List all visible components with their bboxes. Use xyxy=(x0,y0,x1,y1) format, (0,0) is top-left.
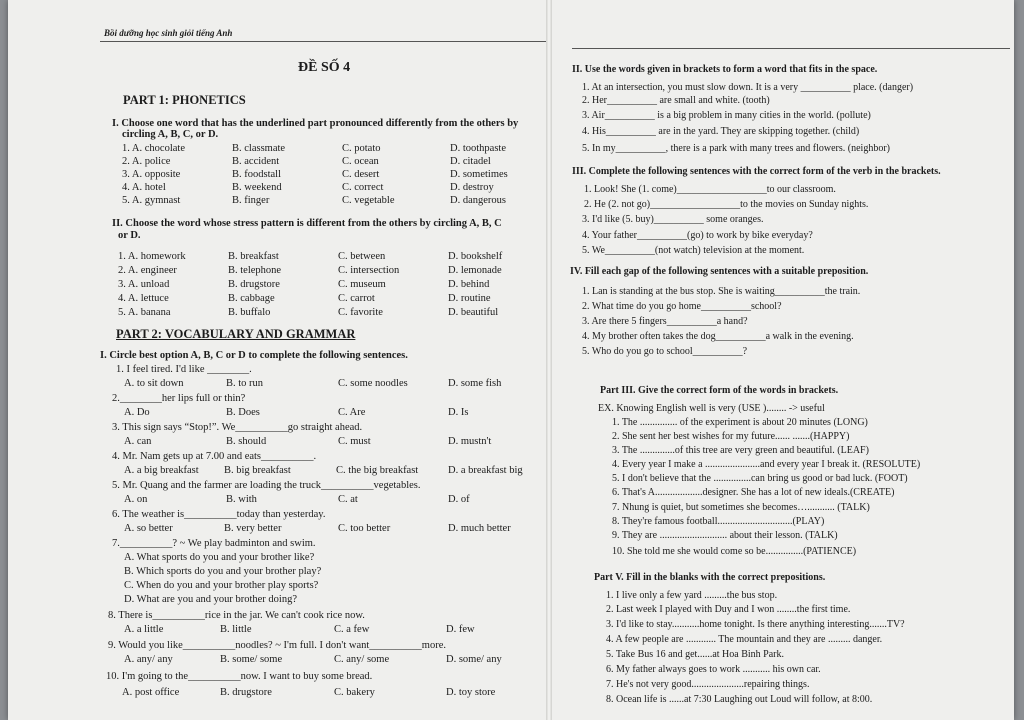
verb-form-item: 5. We__________(not watch) television at the moment. xyxy=(582,245,805,256)
preposition-item: 4. My brother often takes the dog__________a walk in the evening. xyxy=(582,331,854,342)
part5-item: 8. Ocean life is ......at 7:30 Laughing out Loud will follow, at 8:00. xyxy=(606,694,873,705)
part3-item: 5. I don't believe that the ...............can bring us good or bad luck. (FOOT) xyxy=(612,473,908,484)
option-b[interactable]: B. drugstore xyxy=(220,687,272,698)
option-d[interactable]: D. bookshelf xyxy=(448,251,503,262)
option-c[interactable]: C. museum xyxy=(338,279,386,290)
option-c[interactable]: C. any/ some xyxy=(334,654,390,665)
question-stem: 4. Mr. Nam gets up at 7.00 and eats__________. xyxy=(112,451,317,462)
part5-item: 2. Last week I played with Duy and I won ........the first time. xyxy=(606,604,851,615)
option-a[interactable]: 2. A. engineer xyxy=(118,265,177,276)
option-d[interactable]: D. dangerous xyxy=(450,195,506,206)
preposition-title: IV. Fill each gap of the following sentences with a suitable preposition. xyxy=(570,266,869,277)
option-a[interactable]: 3. A. unload xyxy=(118,279,170,290)
option-d[interactable]: D. lemonade xyxy=(448,265,502,276)
option-d[interactable]: D. citadel xyxy=(450,156,491,167)
part5-item: 3. I'd like to stay...........home tonight. Is there anything interesting.......TV? xyxy=(606,619,905,630)
option-d[interactable]: D. a breakfast big xyxy=(448,465,523,476)
option-c[interactable]: C. some noodles xyxy=(338,378,408,389)
part3-item: 4. Every year I make a ......................and every year I break it. (RESOLUTE) xyxy=(612,459,921,470)
option-d[interactable]: D. some fish xyxy=(448,378,502,389)
option-b[interactable]: B. big breakfast xyxy=(224,465,291,476)
option-b[interactable]: B. with xyxy=(226,494,257,505)
question-stem: 3. This sign says “Stop!”. We__________go straight ahead. xyxy=(112,422,363,433)
option-c[interactable]: C. correct xyxy=(342,182,384,193)
option-a[interactable]: A. on xyxy=(124,494,148,505)
option-c[interactable]: C. intersection xyxy=(338,265,400,276)
option-d[interactable]: D. behind xyxy=(448,279,490,290)
phonetics-instruction-cont: circling A, B, C, or D. xyxy=(122,129,219,140)
question-stem: 5. Mr. Quang and the farmer are loading the truck__________vegetables. xyxy=(112,480,421,491)
option-c[interactable]: C. at xyxy=(338,494,358,505)
option-c[interactable]: C. bakery xyxy=(334,687,375,698)
verb-form-title: III. Complete the following sentences with the correct form of the verb in the brackets. xyxy=(572,166,941,177)
option-c[interactable]: C. favorite xyxy=(338,307,383,318)
option-a[interactable]: A. post office xyxy=(122,687,180,698)
option-d[interactable]: D. routine xyxy=(448,293,491,304)
part5-item: 7. He's not very good.....................repairing things. xyxy=(606,679,810,690)
option-c[interactable]: C. vegetable xyxy=(342,195,395,206)
question-stem: 8. There is__________rice in the jar. We can't cook rice now. xyxy=(108,610,365,621)
option-a[interactable]: A. so better xyxy=(124,523,173,534)
option-a[interactable]: A. Do xyxy=(124,407,150,418)
part1-title: PART 1: PHONETICS xyxy=(123,93,246,107)
part3-item: 3. The ..............of this tree are very green and beautiful. (LEAF) xyxy=(612,445,869,456)
option-a[interactable]: A. to sit down xyxy=(124,378,184,389)
option-b[interactable]: B. weekend xyxy=(232,182,282,193)
option-d[interactable]: D. destroy xyxy=(450,182,494,193)
part5-item: 5. Take Bus 16 and get......at Hoa Binh Park. xyxy=(606,649,784,660)
option-a[interactable]: A. a big breakfast xyxy=(124,465,199,476)
question-stem: 9. Would you like__________noodles? ~ I'm full. I don't want__________more. xyxy=(108,640,446,651)
option-b[interactable]: B. classmate xyxy=(232,143,286,154)
option-b[interactable]: B. should xyxy=(226,436,267,447)
word-form-item: 2. Her__________ are small and white. (tooth) xyxy=(582,95,770,106)
verb-form-item: 4. Your father__________(go) to work by bike everyday? xyxy=(582,230,813,241)
option-c[interactable]: C. ocean xyxy=(342,156,379,167)
option-b[interactable]: B. very better xyxy=(224,523,282,534)
option-b[interactable]: B. foodstall xyxy=(232,169,281,180)
exam-title: ĐỀ SỐ 4 xyxy=(298,60,351,75)
option-b[interactable]: B. some/ some xyxy=(220,654,283,665)
option-d[interactable]: D. few xyxy=(446,624,475,635)
option-c[interactable]: C. the big breakfast xyxy=(336,465,419,476)
option-b[interactable]: B. finger xyxy=(232,195,270,206)
option-d[interactable]: D. Is xyxy=(448,407,469,418)
stress-instruction-cont: or D. xyxy=(118,230,141,241)
option-b[interactable]: B. breakfast xyxy=(228,251,279,262)
grammar-instruction: I. Circle best option A, B, C or D to complete the following sentences. xyxy=(100,350,408,361)
part3-item: 8. They're famous football..............................(PLAY) xyxy=(612,516,825,527)
option-d[interactable]: D. some/ any xyxy=(446,654,502,665)
stress-instruction: II. Choose the word whose stress pattern is different from the others by circling A, B, C xyxy=(112,218,502,229)
option-c[interactable]: C. potato xyxy=(342,143,381,154)
option-b[interactable]: B. telephone xyxy=(228,265,282,276)
option-a[interactable]: 3. A. opposite xyxy=(122,169,181,180)
option-d[interactable]: D. toy store xyxy=(446,687,496,698)
option-a[interactable]: A. a little xyxy=(124,624,164,635)
option-b[interactable]: B. buffalo xyxy=(228,307,271,318)
question-stem: 7.__________? ~ We play badminton and swim. xyxy=(112,538,316,549)
option-d[interactable]: D. sometimes xyxy=(450,169,508,180)
option-a[interactable]: 2. A. police xyxy=(122,156,171,167)
option-a[interactable]: 4. A. hotel xyxy=(122,182,166,193)
option-b[interactable]: B. Which sports do you and your brother play? xyxy=(124,566,322,577)
right-page xyxy=(552,0,1014,720)
word-form-item: 4. His__________ are in the yard. They are skipping together. (child) xyxy=(582,126,860,137)
part3-item: 2. She sent her best wishes for my future...... .......(HAPPY) xyxy=(612,431,850,442)
preposition-item: 2. What time do you go home__________school? xyxy=(582,301,782,312)
page-header: Bồi dưỡng học sinh giỏi tiếng Anh xyxy=(104,28,233,38)
option-c[interactable]: C. desert xyxy=(342,169,380,180)
option-c[interactable]: C. too better xyxy=(338,523,391,534)
header-divider xyxy=(100,41,546,42)
part3-item: 1. The ............... of the experiment is about 20 minutes (LONG) xyxy=(612,417,868,428)
option-b[interactable]: B. drugstore xyxy=(228,279,280,290)
option-a[interactable]: 4. A. lettuce xyxy=(118,293,169,304)
option-b[interactable]: B. cabbage xyxy=(228,293,275,304)
word-form-title: II. Use the words given in brackets to form a word that fits in the space. xyxy=(572,64,878,75)
option-a[interactable]: 5. A. banana xyxy=(118,307,171,318)
word-form-item: 5. In my__________, there is a park with many trees and flowers. (neighbor) xyxy=(582,143,890,154)
part3-example: EX. Knowing English well is very (USE )........ -> useful xyxy=(598,403,825,414)
option-a[interactable]: A. What sports do you and your brother like? xyxy=(124,552,315,563)
part2-title: PART 2: VOCABULARY AND GRAMMAR xyxy=(116,327,356,341)
option-c[interactable]: C. When do you and your brother play sports? xyxy=(124,580,319,591)
question-stem: 1. I feel tired. I'd like ________. xyxy=(116,364,252,375)
exam-sheet xyxy=(8,0,1014,720)
option-a[interactable]: 1. A. homework xyxy=(118,251,186,262)
word-form-item: 3. Air__________ is a big problem in many cities in the world. (pollute) xyxy=(582,110,871,121)
word-form-item: 1. At an intersection, you must slow down. It is a very __________ place. (danger) xyxy=(582,82,914,93)
part3-item: 10. She told me she would come so be...............(PATIENCE) xyxy=(612,546,857,557)
option-c[interactable]: C. Are xyxy=(338,407,366,418)
left-page xyxy=(8,0,544,720)
option-b[interactable]: B. little xyxy=(220,624,252,635)
part3-title: Part III. Give the correct form of the words in brackets. xyxy=(600,385,839,396)
verb-form-item: 1. Look! She (1. come)__________________to our classroom. xyxy=(584,184,836,195)
option-a[interactable]: A. can xyxy=(124,436,152,447)
verb-form-item: 3. I'd like (5. buy)__________ some oranges. xyxy=(582,214,764,225)
option-c[interactable]: C. must xyxy=(338,436,371,447)
option-c[interactable]: C. between xyxy=(338,251,386,262)
option-d[interactable]: D. beautiful xyxy=(448,307,499,318)
header-divider xyxy=(572,48,1010,49)
part3-item: 7. Nhung is quiet, but sometimes she becomes…........... (TALK) xyxy=(612,502,870,513)
option-d[interactable]: D. much better xyxy=(448,523,511,534)
option-a[interactable]: 5. A. gymnast xyxy=(122,195,181,206)
option-d[interactable]: D. toothpaste xyxy=(450,143,506,154)
option-d[interactable]: D. mustn't xyxy=(448,436,492,447)
question-stem: 10. I'm going to the__________now. I want to buy some bread. xyxy=(106,671,373,682)
part5-item: 4. A few people are ............ The mountain and they are ......... danger. xyxy=(606,634,883,645)
option-b[interactable]: B. Does xyxy=(226,407,260,418)
option-b[interactable]: B. to run xyxy=(226,378,264,389)
option-d[interactable]: D. What are you and your brother doing? xyxy=(124,594,298,605)
part3-item: 6. That's A...................designer. She has a lot of new ideals.(CREATE) xyxy=(612,487,895,498)
option-a[interactable]: 1. A. chocolate xyxy=(122,143,185,154)
option-c[interactable]: C. a few xyxy=(334,624,370,635)
question-stem: 6. The weather is__________today than yesterday. xyxy=(112,509,326,520)
part5-item: 6. My father always goes to work ........... his own car. xyxy=(606,664,821,675)
phonetics-instruction: I. Choose one word that has the underlined part pronounced differently from the others by xyxy=(112,118,519,129)
part5-title: Part V. Fill in the blanks with the correct prepositions. xyxy=(594,572,826,583)
question-stem: 2.________her lips full or thin? xyxy=(112,393,246,404)
option-d[interactable]: D. of xyxy=(448,494,470,505)
preposition-item: 3. Are there 5 fingers__________a hand? xyxy=(582,316,748,327)
part5-item: 1. I live only a few yard .........the bus stop. xyxy=(606,590,778,601)
preposition-item: 5. Who do you go to school__________? xyxy=(582,346,748,357)
option-a[interactable]: A. any/ any xyxy=(124,654,173,665)
part3-item: 9. They are ........................... about their lesson. (TALK) xyxy=(612,530,838,541)
option-b[interactable]: B. accident xyxy=(232,156,280,167)
option-c[interactable]: C. carrot xyxy=(338,293,375,304)
preposition-item: 1. Lan is standing at the bus stop. She is waiting__________the train. xyxy=(582,286,861,297)
verb-form-item: 2. He (2. not go)__________________to the movies on Sunday nights. xyxy=(584,199,869,210)
